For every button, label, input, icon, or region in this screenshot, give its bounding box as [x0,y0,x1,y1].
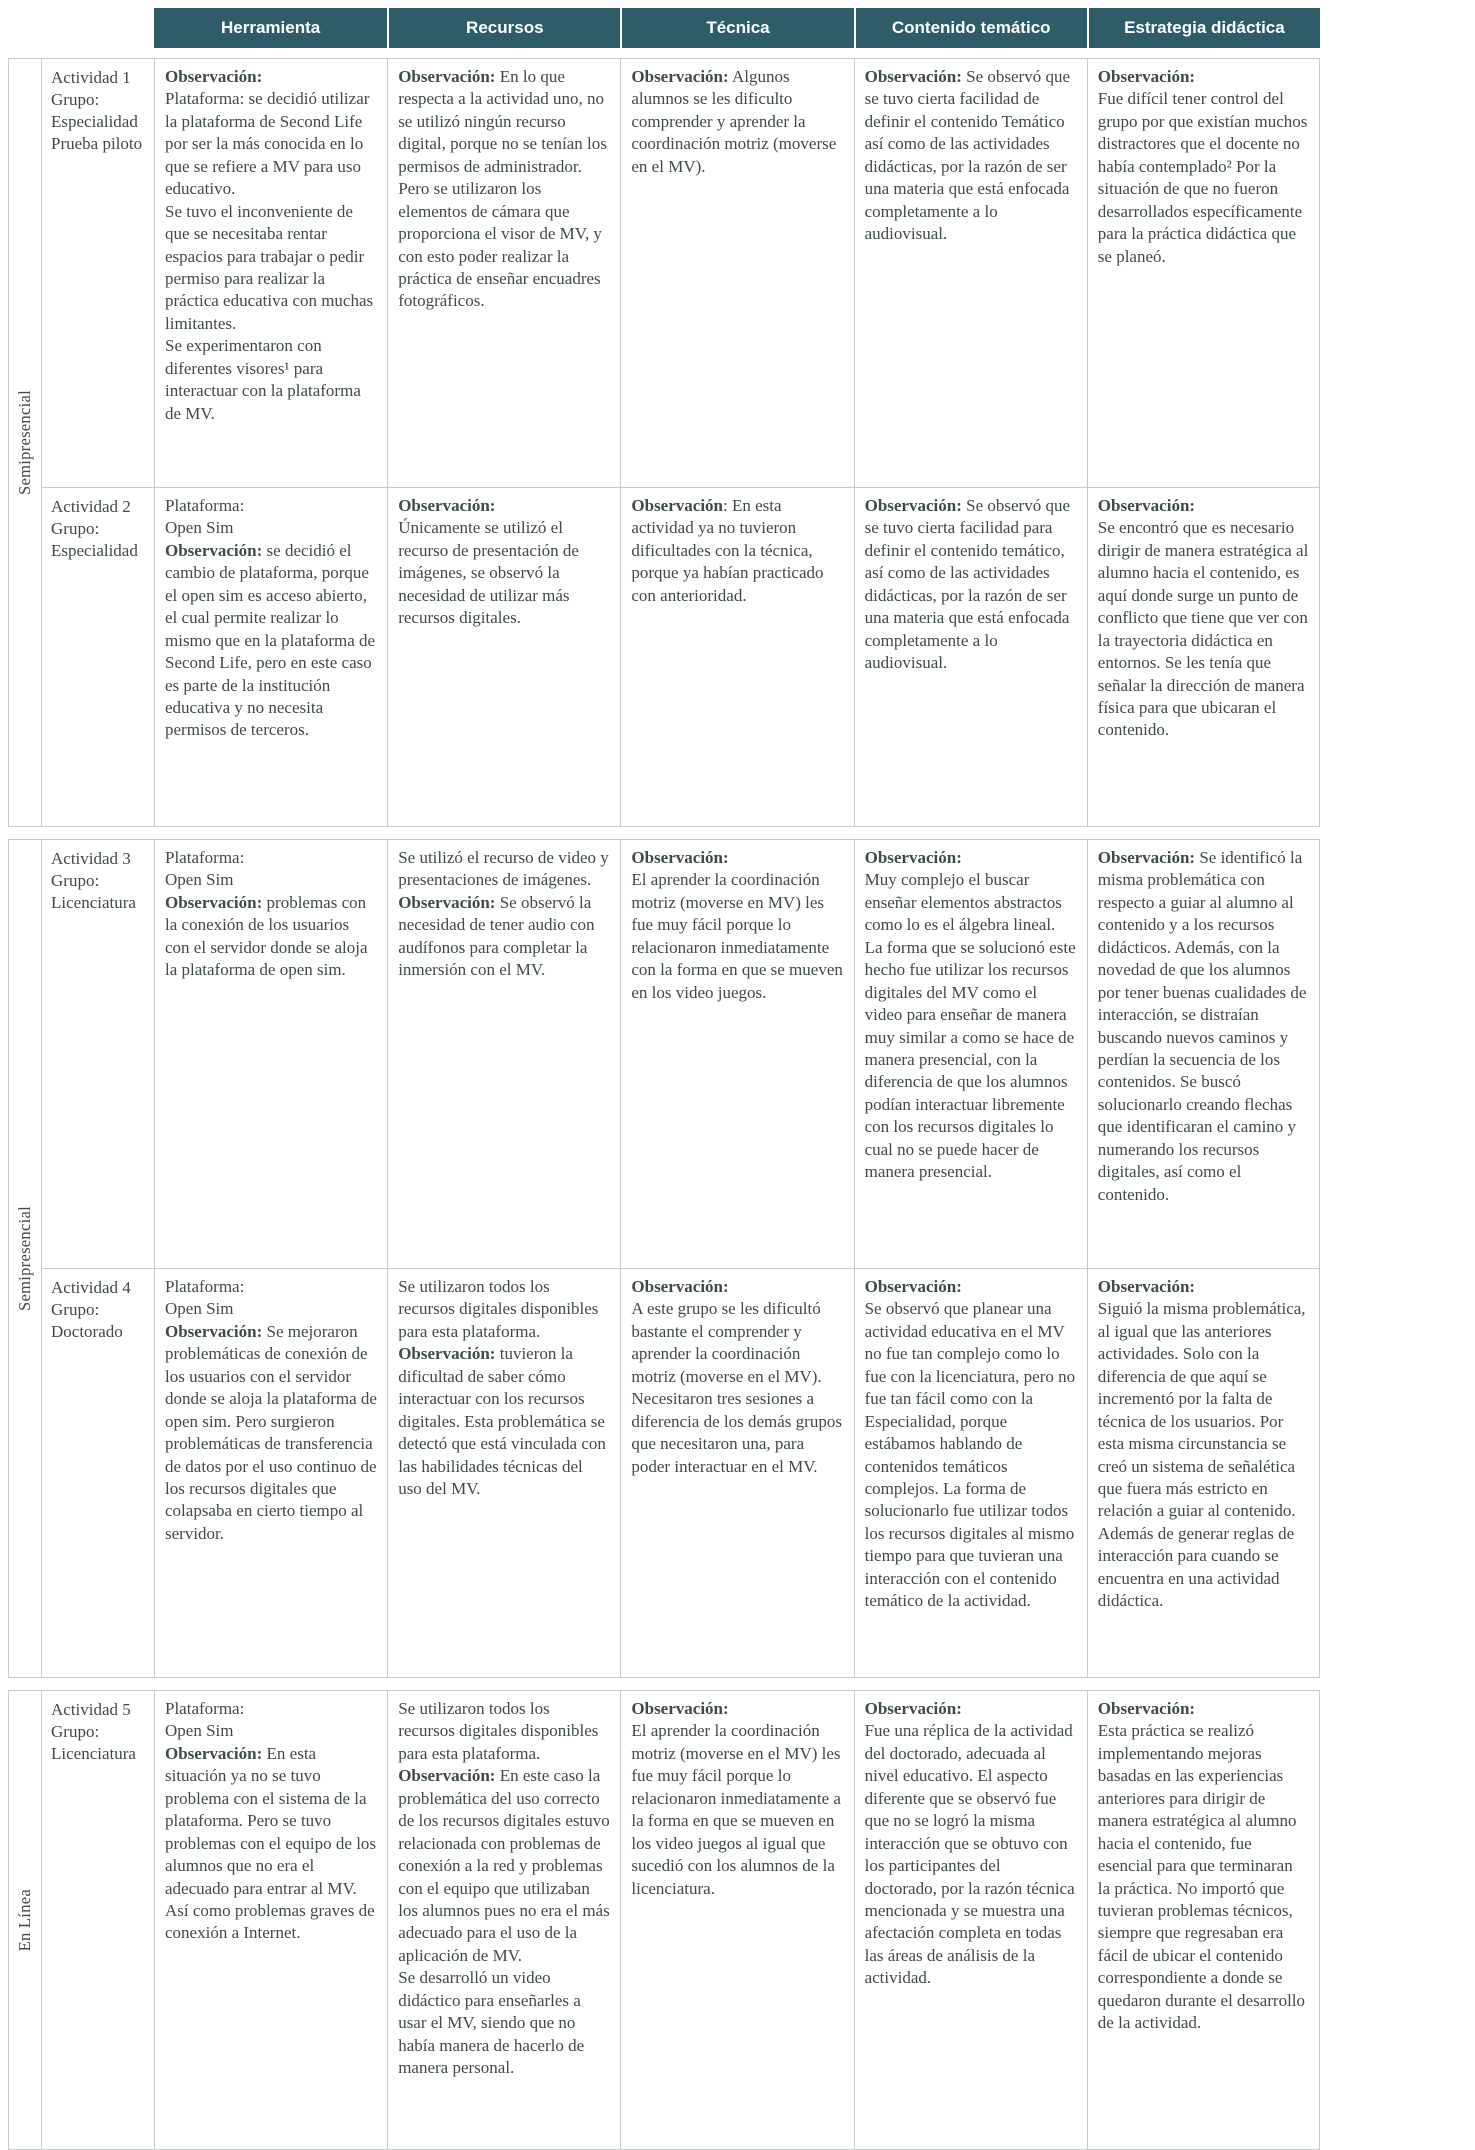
cell-paragraph [398,892,610,982]
observation-label: Observación: [864,496,962,515]
text-run: A este grupo se les dificultó bastante el comprender y aprender la coordinación motriz (moverse en el MV). Necesitaron tres sesiones a diferencia de los demás grupos que necesitaron una, para poder interactuar en el MV. [631,1299,842,1476]
cell-contenido-act2 [854,487,1087,827]
cell-paragraph [398,847,610,892]
cell-estrategia-act5 [1087,1690,1320,2150]
cell-recursos-act1 [387,58,620,487]
cell-paragraph [631,869,843,1004]
observation-label: Observación: [398,892,496,912]
activity-label-act1 [42,58,154,487]
cell-paragraph [165,1321,377,1545]
cell-paragraph [631,1698,843,1720]
cell-paragraph [631,1276,843,1298]
cell-contenido-act4 [854,1268,1087,1678]
text-run: : En esta actividad ya no tuvieron dificultades con la técnica, porque ya habían practicado con anterioridad. [631,496,824,605]
cell-paragraph [631,1298,843,1478]
cell-paragraph [631,1720,843,1900]
observation-label: Observación: [631,1277,729,1296]
text-run: En este caso la problemática del uso correcto de los recursos digitales estuvo relacionada con problemas de conexión a la red y problemas con el equipo que utilizaban los alumnos pues no era el más adecuado para el uso de la aplicación de MV. [398,1766,610,1965]
text-run: El aprender la coordinación motriz (moverse en MV) les fue muy fácil porque lo relacionaron inmediatamente con la forma en que se mueven en los video juegos. [631,870,843,1002]
cell-paragraph [165,201,377,336]
activity-label-act4 [42,1268,154,1678]
cell-paragraph [865,1298,1077,1612]
cell-herramienta-act2 [154,487,387,827]
cell-paragraph [865,1276,1077,1298]
activity-line: Actividad 3 [51,849,131,868]
observation-label: Observación: [864,1277,962,1296]
text-run: Fue una réplica de la actividad del doctorado, adecuada al nivel educativo. El aspecto diferente que se observó fue que no se logró la misma interacción que se obtuvo con los participantes del doctorado, por la razón técnica mencionada y se muestra una afectación completa en todas las áreas de análisis de la actividad. [864,1721,1075,1988]
observation-label: Observación: [1097,67,1196,86]
observation-label: Observación: [398,1766,496,1786]
cell-tecnica-act3 [620,839,853,1268]
row-group-semipresencial-1 [8,58,42,827]
observation-label: Observación: [398,1344,496,1364]
cell-paragraph [1098,88,1309,268]
text-run: Se observó que se tuvo cierta facilidad para definir el contenido temático, así como de las actividades didácticas, por la razón de ser una materia que está enfocada completamente a lo audiovisual. [864,496,1070,673]
activity-label-act2 [42,487,154,827]
cell-paragraph [1098,1298,1309,1612]
cell-paragraph [398,1343,610,1500]
observation-label: Observación: [398,496,496,515]
cell-paragraph [1098,847,1309,1206]
activity-line: Grupo: [51,90,100,110]
column-header-estrategia-didactica: Estrategia didáctica [1087,8,1320,48]
activity-line: Grupo: [51,1300,100,1320]
text-run: Plataforma: [165,496,245,515]
observation-label: Observación: [864,67,962,86]
observation-label: Observación: [631,848,729,867]
text-run: Se mejoraron problemáticas de conexión de los usuarios con el servidor donde se aloja la plataforma de open sim. Pero surgieron problemáticas de transferencia de datos por el uso continuo de los recursos digitales que colapsaba en cierto tiempo al servidor. [165,1321,377,1543]
text-run: Open Sim [165,870,234,890]
observation-label: Observación: [165,1743,263,1763]
text-run: Únicamente se utilizó el recurso de presentación de imágenes, se observó la necesidad de utilizar más recursos digitales. [398,518,579,628]
text-run: se decidió el cambio de plataforma, porque el open sim es acceso abierto, el cual permite realizar lo mismo que en la plataforma de Second Life, pero en este caso es parte de la institución educativa y no necesita permisos de terceros. [165,540,376,740]
text-run: Se desarrolló un video didáctico para enseñarles a usar el MV, siendo que no había manera de hacerlo de manera personal. [398,1968,585,2077]
cell-paragraph [1098,1276,1309,1298]
cell-paragraph [165,1298,377,1320]
cell-paragraph [165,892,377,982]
observation-label: Observación: [165,892,263,912]
activity-line: Licenciatura [51,893,136,913]
observation-label: Observación: [165,67,263,86]
text-run: Se encontró que es necesario dirigir de manera estratégica al alumno hacia el contenido, es aquí donde surge un punto de conflicto que tiene que ver con la trayectoria didáctica en entornos. Se les tenía que señalar la dirección de manera física para que ubicaran el contenido. [1097,518,1309,740]
cell-contenido-act1 [854,58,1087,487]
text-run: Plataforma: [165,1277,245,1296]
text-run: tuvieron la dificultad de saber cómo interactuar con los recursos digitales. Esta problemática se detectó que está vinculada con las habilidades técnicas del uso del MV. [398,1344,606,1498]
cell-herramienta-act1 [154,58,387,487]
cell-recursos-act5 [387,1690,620,2150]
cell-paragraph [398,495,610,517]
observation-label: Observación [631,496,723,515]
activity-line: Grupo: [51,1722,100,1742]
observation-label: Observación: [1097,848,1196,867]
cell-paragraph [165,847,377,869]
text-run: En esta situación ya no se tuvo problema con el sistema de la plataforma. Pero se tuvo problemas con el equipo de los alumnos que no era el adecuado para entrar al MV. Así como problemas graves de conexión a Internet. [165,1743,377,1943]
observation-label: Observación: [631,67,729,86]
cell-herramienta-act4 [154,1268,387,1678]
cell-herramienta-act3 [154,839,387,1268]
text-run: Algunos alumnos se les dificulto comprender y aprender la coordinación motriz (moverse en el MV). [631,67,837,176]
row-group-en-linea [8,1690,42,2150]
cell-estrategia-act1 [1087,58,1320,487]
observation-label: Observación: [864,848,962,867]
observation-label: Observación: [1097,496,1196,515]
cell-paragraph [1098,517,1309,741]
activity-line: Doctorado [51,1322,123,1342]
observation-label: Observación: [165,540,263,560]
cell-paragraph [165,335,377,425]
observation-label: Observación: [864,1699,962,1718]
cell-contenido-act3 [854,839,1087,1268]
cell-estrategia-act3 [1087,839,1320,1268]
cell-paragraph [865,495,1077,675]
cell-tecnica-act1 [620,58,853,487]
text-run: Se observó la necesidad de tener audio con audífonos para completar la inmersión con el MV. [398,892,595,980]
text-run: Se utilizó el recurso de video y presentaciones de imágenes. [398,848,609,890]
cell-paragraph [865,869,1077,1183]
text-run: Plataforma: [165,1699,245,1718]
text-run: Siguió la misma problemática, al igual que las anteriores actividades. Solo con la diferencia de que aquí se incrementó por la falta de técnica de los usuarios. Por esta misma circunstancia se creó un sistema de señalética que fuera más estricto en relación a guiar al contenido. Además de generar reglas de interacción para cuando se encuentra en una actividad didáctica. [1097,1299,1306,1611]
cell-paragraph [165,1698,377,1720]
observation-label: Observación: [631,1699,729,1718]
observation-label: Observación: [398,67,496,86]
cell-paragraph [398,1698,610,1765]
observation-label: Observación: [165,1321,263,1341]
cell-estrategia-act4 [1087,1268,1320,1678]
text-run: Se experimentaron con diferentes visores¹ para interactuar con la plataforma de MV. [165,336,361,423]
cell-paragraph [631,66,843,178]
cell-paragraph [865,66,1077,246]
cell-paragraph [165,517,377,539]
activity-line: Licenciatura [51,1744,136,1764]
text-run: Se observó que planear una actividad educativa en el MV no fue tan complejo como lo fue con la licenciatura, pero no fue tan fácil como con la Especialidad, porque estábamos hablando de contenidos temáticos complejos. La forma de solucionarlo fue utilizar todos los recursos digitales al mismo tiempo para que tuvieran una interacción con el contenido temático de la actividad. [864,1299,1076,1611]
text-run: Open Sim [165,1299,234,1319]
cell-paragraph [631,847,843,869]
cell-herramienta-act5 [154,1690,387,2150]
cell-tecnica-act5 [620,1690,853,2150]
cell-paragraph [865,1720,1077,1989]
activity-line: Actividad 5 [51,1700,131,1719]
observation-label: Observación: [1097,1699,1196,1718]
cell-contenido-act5 [854,1690,1087,2150]
cell-paragraph [865,1698,1077,1720]
text-run: Muy complejo el buscar enseñar elementos abstractos como lo es el álgebra lineal. La forma que se solucionó este hecho fue utilizar los recursos digitales del MV como el video para enseñar de manera muy similar a como se hace de manera presencial, con la diferencia de que los alumnos podían interactuar libremente con los recursos digitales lo cual no se puede hacer de manera presencial. [864,870,1076,1182]
column-header-tecnica: Técnica [620,8,853,48]
cell-paragraph [165,1720,377,1742]
text-run: Fue difícil tener control del grupo por que existían muchos distractores que el docente no había contemplado² Por la situación de que no fueron desarrollados específicamente para la práctica didáctica que se planeó. [1097,89,1308,266]
cell-recursos-act4 [387,1268,620,1678]
text-run: En lo que respecta a la actividad uno, no se utilizó ningún recurso digital, porque no se tenían los permisos de administrador. Pero se utilizaron los elementos de cámara que proporciona el visor de MV, y con esto poder realizar la práctica de enseñar encuadres fotográficos. [398,67,607,311]
text-run: Open Sim [165,518,234,538]
text-run: El aprender la coordinación motriz (moverse en el MV) les fue muy fácil porque lo relacionaron inmediatamente a la forma en que se mueven en los video juegos al igual que sucedió con los alumnos de la licenciatura. [631,1721,841,1898]
cell-paragraph [165,66,377,88]
cell-paragraph [165,1743,377,1945]
activity-line: Grupo: [51,519,100,539]
cell-recursos-act2 [387,487,620,827]
cell-paragraph [398,1967,610,2079]
text-run: Plataforma: se decidió utilizar la plataforma de Second Life por ser la más conocida en lo que se refiere a MV para uso educativo. [165,89,370,199]
cell-paragraph [165,869,377,891]
text-run: Open Sim [165,1721,234,1741]
activity-line: Prueba piloto [51,134,143,154]
text-run: Esta práctica se realizó implementando mejoras basadas en las experiencias anteriores para dirigir de manera estratégica al alumno hacia el contenido, fue esencial para que terminaran la práctica. No importó que tuvieran problemas técnicos, siempre que regresaban era fácil de ubicar el contenido correspondiente a donde se quedaron durante el desarrollo de la actividad. [1097,1721,1306,2033]
row-group-label: En Línea [15,1888,34,1952]
text-run: Se identificó la misma problemática con respecto a guiar al alumno al contenido y a los recursos didácticos. Además, con la novedad de que los alumnos por tener buenas cualidades de interacción, se distraían buscando nuevos caminos y perdían la secuencia de los contenidos. Se buscó solucionarlo creando flechas que identificaran el camino y numerando los recursos digitales, así como el contenido. [1097,848,1307,1204]
row-group-label: Semipresencial [15,390,34,495]
text-run: Se observó que se tuvo cierta facilidad de definir el contenido Temático así como de las actividades didácticas, por la razón de ser una materia que está enfocada completamente a lo audiovisual. [864,67,1070,244]
text-run: problemas con la conexión de los usuarios con el servidor donde se aloja la plataforma de open sim. [165,892,368,980]
text-run: Se tuvo el inconveniente de que se necesitaba rentar espacios para trabajar o pedir permiso para realizar la práctica educativa con muchas limitantes. [165,201,374,333]
row-group-semipresencial-2 [8,839,42,1678]
cell-paragraph [398,1765,610,1967]
text-run: Se utilizaron todos los recursos digitales disponibles para esta plataforma. [398,1277,599,1341]
cell-paragraph [398,66,610,313]
activity-label-act5 [42,1690,154,2150]
cell-recursos-act3 [387,839,620,1268]
activity-line: Actividad 4 [51,1278,131,1297]
activity-line: Actividad 1 [51,68,131,87]
text-run: Plataforma: [165,848,245,867]
cell-paragraph [165,495,377,517]
column-header-recursos: Recursos [387,8,620,48]
cell-estrategia-act2 [1087,487,1320,827]
cell-tecnica-act4 [620,1268,853,1678]
cell-paragraph [1098,66,1309,88]
activity-line: Actividad 2 [51,497,131,516]
row-group-label: Semipresencial [15,1206,34,1311]
cell-paragraph [165,88,377,200]
cell-paragraph [398,1276,610,1343]
cell-paragraph [865,847,1077,869]
column-header-contenido-tematico: Contenido temático [854,8,1087,48]
cell-tecnica-act2 [620,487,853,827]
column-header-herramienta: Herramienta [154,8,387,48]
observation-label: Observación: [1097,1277,1196,1296]
text-run: Se utilizaron todos los recursos digitales disponibles para esta plataforma. [398,1699,599,1763]
cell-paragraph [1098,495,1309,517]
activity-label-act3 [42,839,154,1268]
activity-line: Grupo: [51,871,100,891]
cell-paragraph [165,1276,377,1298]
cell-paragraph [165,540,377,742]
cell-paragraph [1098,1698,1309,1720]
cell-paragraph [398,517,610,629]
activities-analysis-table [8,8,1320,2150]
activity-line: Especialidad [51,541,138,561]
cell-paragraph [631,495,843,607]
cell-paragraph [1098,1720,1309,2034]
activity-line: Especialidad [51,112,138,132]
